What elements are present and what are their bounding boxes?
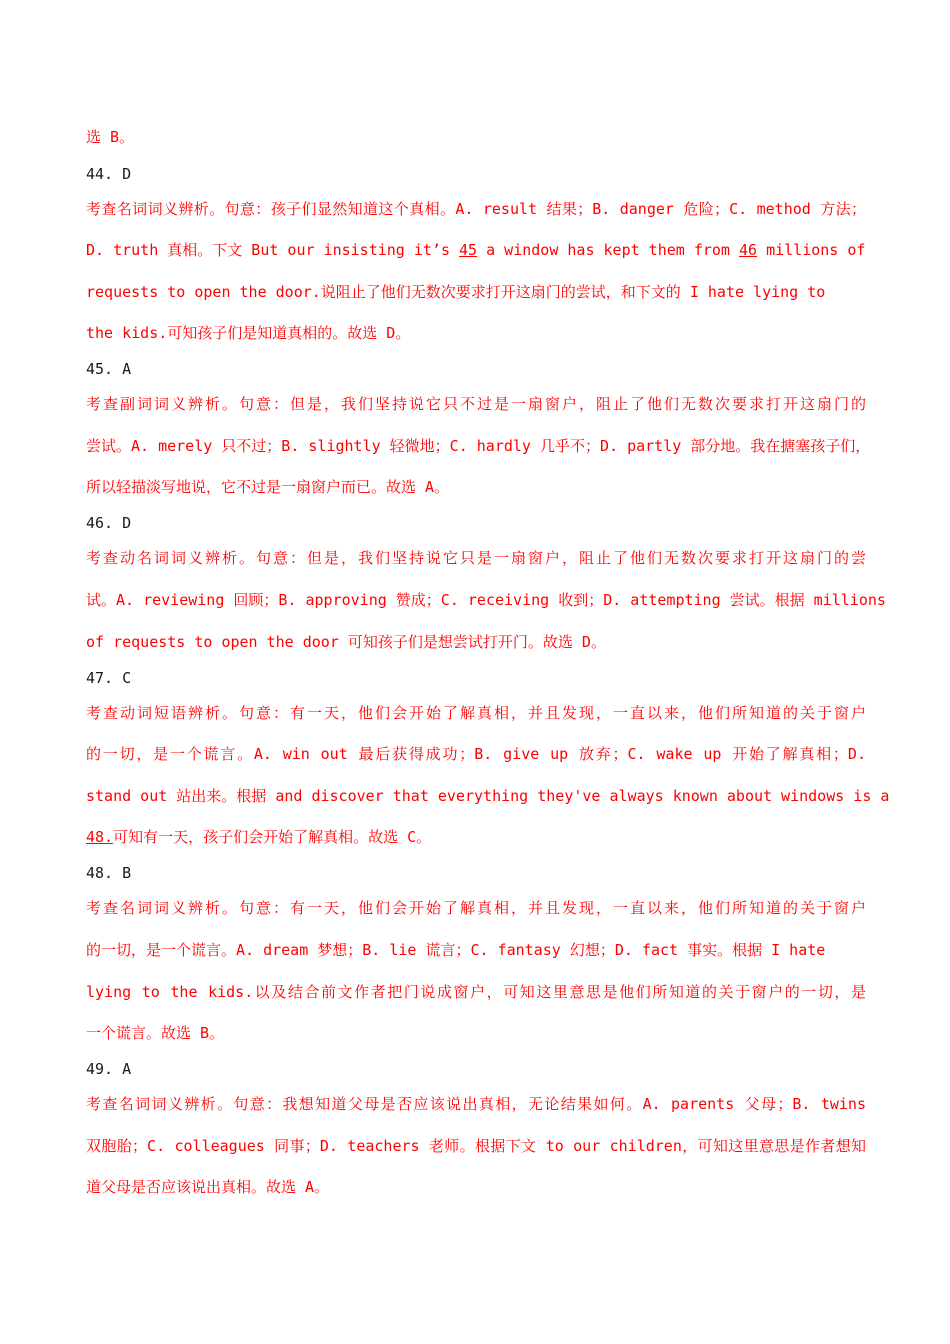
text-line: 选 B。: [86, 128, 135, 146]
text-line: [86, 240, 865, 260]
text-line: 考查名词词义辨析。句意：孩子们显然知道这个真相。A. result 结果；B. danger 危险；C. method 方法；: [86, 200, 866, 218]
text-line: 所以轻描淡写地说，它不过是一扇窗户而已。故选 A。: [86, 478, 450, 496]
text-segment: a window has kept them from: [477, 241, 739, 259]
text-line: 道父母是否应该说出真相。故选 A。: [86, 1178, 330, 1196]
text-line: requests to open the door.说阻止了他们无数次要求打开这扇门的尝试，和下文的 I hate lying to: [86, 283, 826, 301]
text-line: 考查名词词义辨析。句意：有一天，他们会开始了解真相，并且发现，一直以来，他们所知道的关于窗户: [86, 899, 866, 917]
text-line: 考查名词词义辨析。句意：我想知道父母是否应该说出真相，无论结果如何。A. parents 父母；B. twins: [86, 1095, 866, 1113]
text-segment: D. truth 真相。下文 But our insisting it’s: [86, 241, 460, 259]
answer-heading-46: 46. D: [86, 514, 132, 532]
answer-heading-48: 48. B: [86, 864, 132, 882]
text-line: 试。A. reviewing 回顾；B. approving 赞成；C. receiving 收到；D. attempting 尝试。根据 millions: [86, 591, 886, 609]
answer-heading-45: 45. A: [86, 360, 132, 378]
text-line: of requests to open the door 可知孩子们是想尝试打开门。故选 D。: [86, 633, 606, 651]
text-line: 的一切，是一个谎言。A. win out 最后获得成功；B. give up 放弃；C. wake up 开始了解真相；D.: [86, 745, 866, 763]
text-line: 的一切，是一个谎言。A. dream 梦想；B. lie 谎言；C. fantasy 幻想；D. fact 事实。根据 I hate: [86, 941, 826, 959]
text-line: 尝试。A. merely 只不过；B. slightly 轻微地；C. hardly 几乎不；D. partly 部分地。我在搪塞孩子们，: [86, 437, 871, 455]
text-line: stand out 站出来。根据 and discover that everything they've always known about windows is a: [86, 787, 890, 805]
text-line: 双胞胎；C. colleagues 同事；D. teachers 老师。根据下文 to our children，可知这里意思是作者想知: [86, 1137, 866, 1155]
answer-heading-44: 44. D: [86, 165, 132, 183]
text-line: [86, 827, 431, 847]
text-line: 考查动名词词义辨析。句意：但是，我们坚持说它只是一扇窗户，阻止了他们无数次要求打开这扇门的尝: [86, 549, 866, 567]
answer-heading-47: 47. C: [86, 669, 132, 687]
text-line: lying to the kids.以及结合前文作者把门说成窗户，可知这里意思是他们所知道的关于窗户的一切，是: [86, 983, 866, 1001]
blank-number-46: 46: [739, 241, 758, 259]
text-line: 考查动词短语辨析。句意：有一天，他们会开始了解真相，并且发现，一直以来，他们所知道的关于窗户: [86, 704, 866, 722]
text-line: 考查副词词义辨析。句意：但是，我们坚持说它只不过是一扇窗户，阻止了他们无数次要求打开这扇门的: [86, 395, 866, 413]
blank-number-45: 45: [459, 241, 478, 259]
text-line: the kids.可知孩子们是知道真相的。故选 D。: [86, 324, 411, 342]
text-line: 一个谎言。故选 B。: [86, 1024, 225, 1042]
text-segment: millions of: [757, 241, 866, 259]
text-segment: 可知有一天，孩子们会开始了解真相。故选 C。: [113, 828, 432, 846]
blank-number-48: 48.: [86, 828, 114, 846]
answer-heading-49: 49. A: [86, 1060, 132, 1078]
